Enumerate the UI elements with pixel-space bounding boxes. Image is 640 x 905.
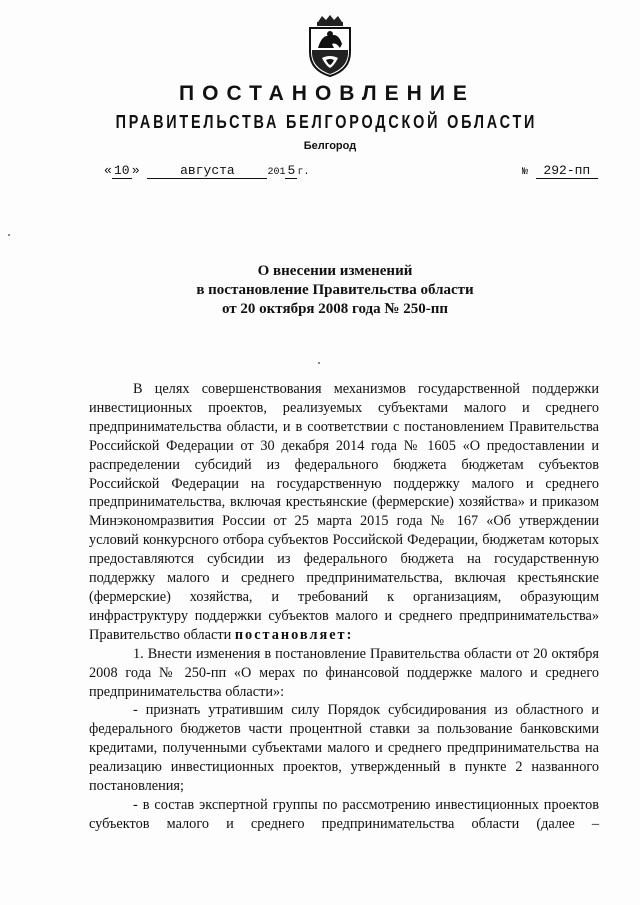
document-type-title: ПОСТАНОВЛЕНИЕ (179, 82, 475, 105)
paragraph-item-1-bullet-2: - в состав экспертной группы по рассмотрению инвестиционных проектов субъектов малого и среднего предпринимательства области (далее – (89, 796, 599, 832)
resolves-word: постановляет (234, 626, 347, 643)
city-label: Белгород (303, 140, 357, 152)
number-value: 292-пп (536, 164, 598, 179)
date-open-quote: « (104, 163, 112, 178)
date-close-quote: » (131, 163, 140, 178)
date-year-unit: г. (297, 167, 310, 178)
document-number (522, 163, 598, 179)
document-body (89, 380, 599, 834)
scan-speck (318, 362, 320, 364)
document-date (104, 163, 309, 179)
paragraph-preamble (89, 380, 599, 645)
number-prefix: № (522, 167, 529, 178)
date-year-prefix: 201 (267, 167, 286, 178)
paragraph-item-1: 1. Внести изменения в постановление Правительства области от 20 октября 2008 года № 250-пп «О мерах по финансовой поддержке малого и среднего предпринимательства области»: (89, 645, 599, 700)
heading-line-1: О внесении изменений (257, 263, 413, 279)
date-year-suffix: 5 (285, 164, 297, 179)
resolves-colon: : (346, 626, 354, 643)
heading-line-3: от 20 октября 2008 года № 250-пп (221, 301, 448, 317)
document-heading (0, 262, 640, 319)
heading-line-2: в постановление Правительства области (196, 282, 474, 298)
paragraph-item-1-bullet-1: - признать утратившим силу Порядок субсидирования из областного и федерального бюджетов части процентной ставки за пользование банковскими кредитами, полученными субъектами малого и среднего предпринимательства на реализацию инвестиционных проектов, утвержденный в пункте 2 названного постановления; (89, 702, 599, 795)
scan-speck (8, 234, 10, 236)
preamble-text: В целях совершенствования механизмов государственной поддержки инвестиционных проектов, реализуемых субъектами малого и среднего предпринимательства области, и в соответствии с постановлением Правительства Российской Федерации от 30 декабря 2014 года № 1605 «О предоставлении и распределении субсидий из федерального бюджета бюджетам субъектов Российской Федерации на государственную поддержку малого и среднего предпринимательства, включая крестьянские (фермерские) хозяйства» и приказом Минэкономразвития России от 25 марта 2015 года № 167 «Об утверждении условий конкурсного отбора субъектов Российской Федерации, бюджетам которых предоставляются субсидии из федерального бюджета на государственную поддержку малого и среднего предпринимательства, включая крестьянские (фермерские) хозяйства, и требований к организациям, образующим инфраструктуру поддержки субъектов малого и среднего предпринимательства» Правительство области (89, 381, 599, 643)
issuer-title: ПРАВИТЕЛЬСТВА БЕЛГОРОДСКОЙ ОБЛАСТИ (115, 112, 538, 132)
date-day: 10 (112, 164, 132, 179)
coat-of-arms-icon (304, 14, 356, 78)
date-month: августа (147, 164, 267, 179)
